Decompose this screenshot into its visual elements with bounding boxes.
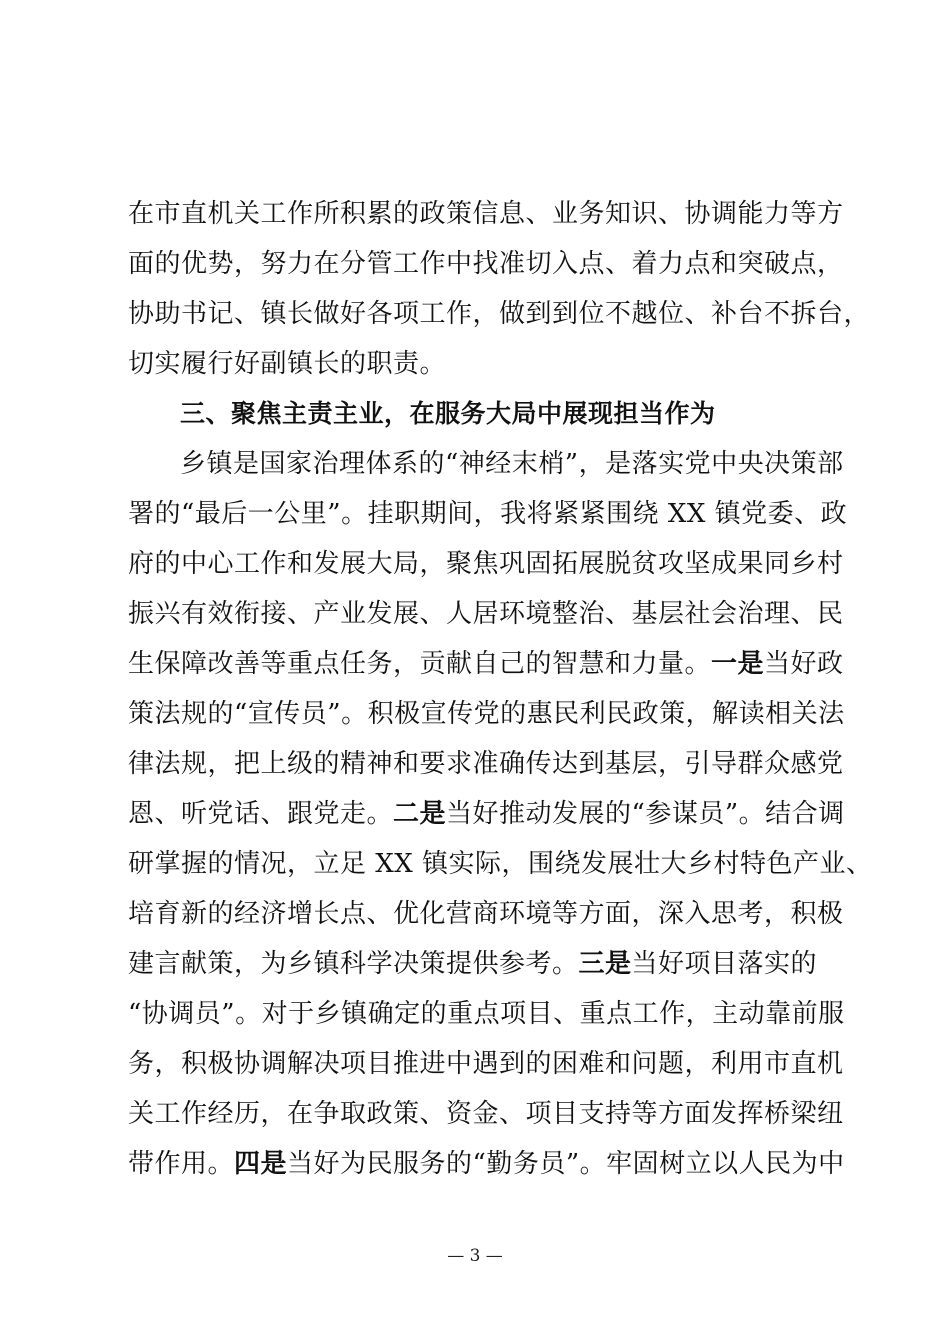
bold-lead-text: 三是	[578, 949, 632, 979]
paragraph-line	[128, 947, 848, 981]
paragraph-line: 务，积极协调解决项目推进中遇到的困难和问题，利用市直机	[128, 1049, 844, 1079]
section-heading: 三、聚焦主责主业，在服务大局中展现担当作为	[180, 399, 716, 428]
text-run: 当好推动发展的“参谋员”。结合调	[446, 799, 845, 829]
text-run: 当好为民服务的“勤务员”。牢固树立以人民为中	[287, 1149, 845, 1179]
paragraph-line: 署的“最后一公里”。挂职期间，我将紧紧围绕 XX 镇党委、政	[128, 499, 848, 529]
text-run: 恩、听党话、跟党走。	[128, 799, 394, 829]
paragraph-line: 面的优势，努力在分管工作中找准切入点、着力点和突破点，	[128, 249, 844, 279]
text-run: 建言献策，为乡镇科学决策提供参考。	[128, 949, 579, 979]
text-run: 生保障改善等重点任务，贡献自己的智慧和力量。	[128, 649, 712, 679]
bold-lead-text: 一是	[711, 649, 765, 679]
page-number: — 3 —	[447, 1246, 503, 1266]
paragraph-line: 切实履行好副镇长的职责。	[128, 349, 447, 379]
paragraph-line: 关工作经历，在争取政策、资金、项目支持等方面发挥桥梁纽	[128, 1099, 844, 1129]
paragraph-line: 振兴有效衔接、产业发展、人居环境整治、基层社会治理、民	[128, 599, 844, 629]
bold-lead-text: 二是	[393, 799, 447, 829]
paragraph-line: 府的中心工作和发展大局，聚焦巩固拓展脱贫攻坚成果同乡村	[128, 549, 844, 579]
paragraph-line	[128, 1147, 848, 1181]
text-run: 当好项目落实的	[631, 949, 818, 979]
text-run: 当好政	[764, 649, 844, 679]
paragraph-line	[128, 797, 848, 831]
paragraph-line: 研掌握的情况，立足 XX 镇实际，围绕发展壮大乡村特色产业、	[128, 849, 873, 879]
paragraph-line: 在市直机关工作所积累的政策信息、业务知识、协调能力等方	[128, 199, 844, 229]
paragraph-line: 策法规的“宣传员”。积极宣传党的惠民利民政策，解读相关法	[128, 699, 845, 729]
bold-lead-text: 四是	[234, 1149, 288, 1179]
paragraph-line: 协助书记、镇长做好各项工作，做到到位不越位、补台不拆台，	[128, 299, 871, 329]
paragraph-line: 培育新的经济增长点、优化营商环境等方面，深入思考，积极	[128, 899, 844, 929]
paragraph-line: 乡镇是国家治理体系的“神经末梢”，是落实党中央决策部	[180, 449, 844, 479]
paragraph-line: 律法规，把上级的精神和要求准确传达到基层，引导群众感党	[128, 749, 844, 779]
paragraph-line	[128, 647, 848, 681]
paragraph-line: “协调员”。对于乡镇确定的重点项目、重点工作，主动靠前服	[128, 999, 845, 1029]
text-run: 带作用。	[128, 1149, 235, 1179]
